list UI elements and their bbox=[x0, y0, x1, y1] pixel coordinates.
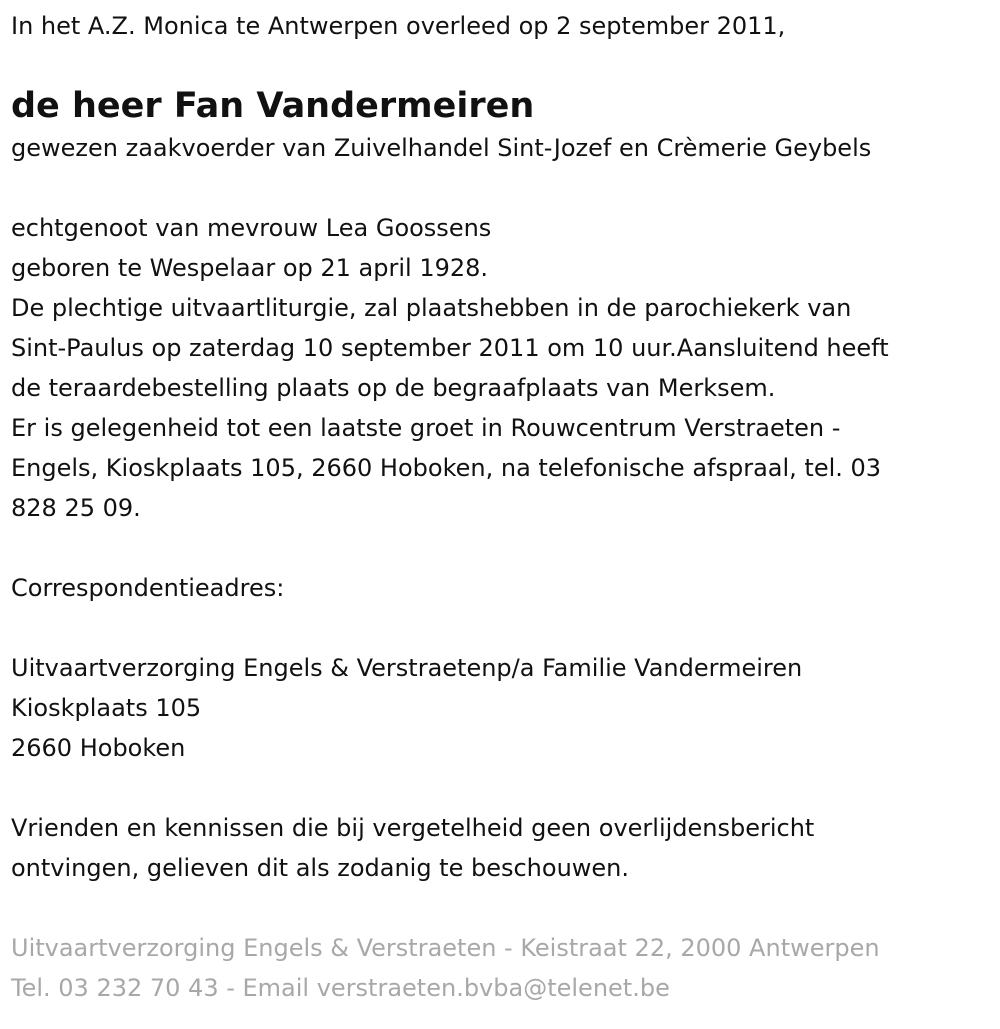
address-line: Uitvaartverzorging Engels & Verstraetenp/a Familie Vandermeiren bbox=[11, 654, 803, 682]
spacer bbox=[11, 888, 990, 928]
body-line: Er is gelegenheid tot een laatste groet in Rouwcentrum Verstraeten - bbox=[11, 414, 841, 442]
occupation-text: gewezen zaakvoerder van Zuivelhandel Sint-Jozef en Crèmerie Geybels bbox=[11, 134, 872, 162]
spacer bbox=[11, 768, 990, 808]
body-line: de teraardebestelling plaats op de begraafplaats van Merksem. bbox=[11, 374, 776, 402]
spouse-text: echtgenoot van mevrouw Lea Goossens bbox=[11, 214, 492, 242]
notice-line: Vrienden en kennissen die bij vergetelheid geen overlijdensbericht bbox=[11, 814, 815, 842]
notice-line: ontvingen, gelieven dit als zodanig te beschouwen. bbox=[11, 854, 630, 882]
correspondence-label: Correspondentieadres: bbox=[11, 574, 285, 602]
footer-line: Uitvaartverzorging Engels & Verstraeten - Keistraat 22, 2000 Antwerpen bbox=[11, 934, 880, 962]
body-line: 828 25 09. bbox=[11, 494, 141, 522]
body-line: Engels, Kioskplaats 105, 2660 Hoboken, na telefonische afspraal, tel. 03 bbox=[11, 454, 882, 482]
intro-text: In het A.Z. Monica te Antwerpen overleed op 2 september 2011, bbox=[11, 12, 786, 40]
spacer bbox=[11, 528, 990, 568]
spacer bbox=[11, 168, 990, 208]
spacer bbox=[11, 608, 990, 648]
footer-line: Tel. 03 232 70 43 - Email verstraeten.bvba@telenet.be bbox=[11, 974, 670, 1002]
deceased-name: de heer Fan Vandermeiren bbox=[11, 86, 535, 126]
address-line: 2660 Hoboken bbox=[11, 734, 186, 762]
address-line: Kioskplaats 105 bbox=[11, 694, 202, 722]
birth-text: geboren te Wespelaar op 21 april 1928. bbox=[11, 254, 489, 282]
funeral-home-footer bbox=[11, 928, 990, 1008]
body-line: Sint-Paulus op zaterdag 10 september 2011 om 10 uur.Aansluitend heeft bbox=[11, 334, 889, 362]
body-line: De plechtige uitvaartliturgie, zal plaatshebben in de parochiekerk van bbox=[11, 294, 852, 322]
